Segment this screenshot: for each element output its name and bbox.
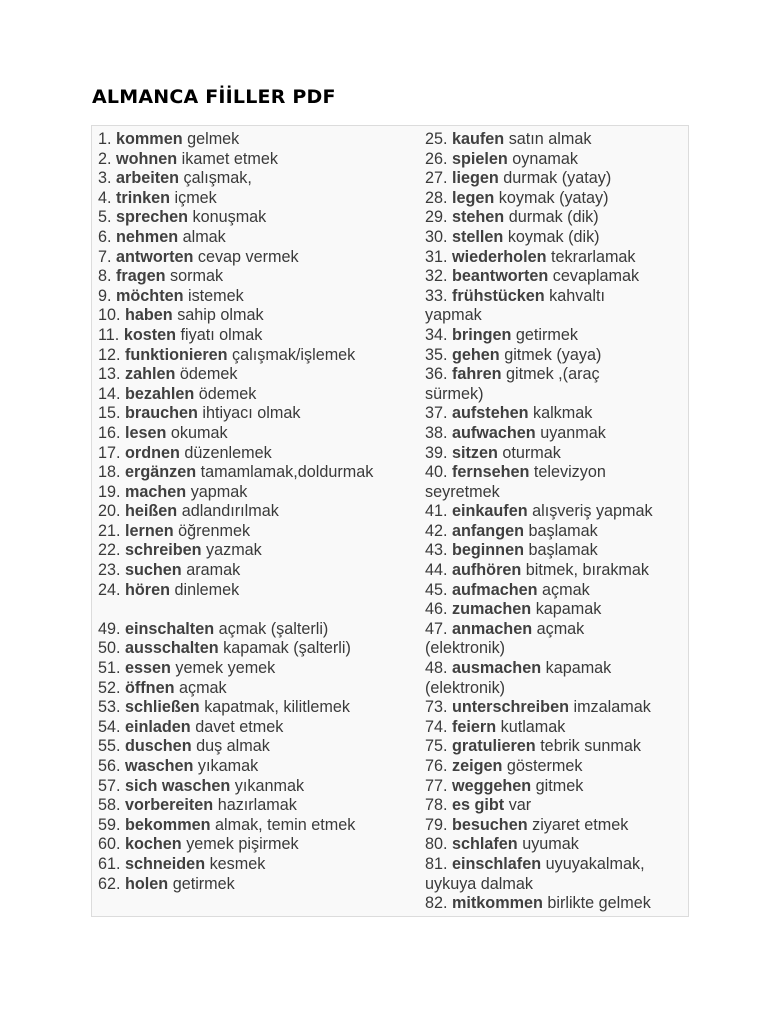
verb-entry (98, 306, 418, 326)
turkish-meaning: kapamak (şalterli) (223, 639, 351, 658)
entry-number: 78. (425, 796, 448, 815)
entry-number: 4. (98, 188, 112, 207)
turkish-meaning: koymak (yatay) (498, 188, 609, 207)
turkish-meaning: getirmek (172, 874, 235, 893)
turkish-meaning: hazırlamak (217, 796, 297, 815)
german-verb: suchen (125, 561, 182, 580)
entry-number: 62. (98, 874, 121, 893)
german-verb: ordnen (125, 443, 180, 462)
verb-entry (425, 169, 687, 189)
verb-entry (98, 463, 418, 483)
verb-entry (425, 404, 687, 424)
german-verb: trinken (116, 188, 170, 207)
verb-entry (425, 816, 687, 836)
verb-entry (425, 150, 687, 170)
verb-entry (98, 679, 418, 699)
page-title: ALMANCA FİİLLER PDF (92, 86, 336, 108)
german-verb: haben (125, 306, 173, 325)
german-verb: bezahlen (125, 384, 195, 403)
turkish-meaning: birlikte gelmek (547, 894, 651, 913)
entry-number: 53. (98, 698, 121, 717)
verb-entry (425, 130, 687, 150)
entry-number: 28. (425, 188, 448, 207)
german-verb: schreiben (125, 541, 202, 560)
entry-number: 27. (425, 169, 448, 188)
german-verb: waschen (125, 757, 194, 775)
turkish-meaning: fiyatı olmak (180, 325, 263, 344)
entry-number: 25. (425, 130, 448, 148)
entry-number: 13. (98, 365, 121, 384)
verb-entry (98, 816, 418, 836)
german-verb: sitzen (452, 443, 498, 462)
german-verb: es gibt (452, 796, 505, 815)
verb-entry (425, 835, 687, 855)
german-verb: frühstücken (452, 286, 545, 305)
german-verb: gehen (452, 345, 500, 364)
turkish-meaning: oynamak (512, 149, 578, 168)
turkish-meaning: gitmek ,(araç (506, 365, 600, 384)
turkish-meaning: açmak (178, 678, 227, 697)
turkish-meaning: ikamet etmek (181, 149, 278, 168)
entry-number: 52. (98, 678, 121, 697)
verb-entry (98, 444, 418, 464)
entry-number: 59. (98, 815, 121, 834)
verb-entry (425, 718, 687, 738)
turkish-meaning: başlamak (528, 521, 598, 540)
verb-entry (425, 502, 687, 522)
entry-number: 54. (98, 717, 121, 736)
turkish-meaning: durmak (dik) (508, 208, 599, 227)
turkish-meaning: ödemek (198, 384, 257, 403)
german-verb: fernsehen (452, 463, 530, 482)
german-verb: einschalten (125, 619, 215, 638)
german-verb: fragen (116, 267, 166, 286)
entry-number: 26. (425, 149, 448, 168)
verb-entry (98, 150, 418, 170)
verb-entry (425, 267, 687, 287)
verb-entry (425, 463, 687, 502)
turkish-meaning: konuşmak (192, 208, 267, 227)
verb-entry (98, 620, 418, 640)
entry-number: 30. (425, 227, 448, 246)
turkish-meaning: düzenlemek (184, 443, 272, 462)
turkish-meaning: bitmek, bırakmak (525, 561, 650, 580)
german-verb: antworten (116, 247, 194, 266)
turkish-meaning: ödemek (179, 365, 238, 384)
turkish-meaning: oturmak (502, 443, 561, 462)
german-verb: schlafen (452, 835, 518, 854)
entry-number: 29. (425, 208, 448, 227)
entry-number: 55. (98, 737, 121, 756)
entry-number: 74. (425, 717, 448, 736)
turkish-meaning: davet etmek (195, 717, 284, 736)
verb-entry (425, 424, 687, 444)
verb-entry (98, 639, 418, 659)
turkish-meaning: ihtiyacı olmak (202, 404, 301, 423)
entry-number: 24. (98, 580, 121, 599)
german-verb: ausschalten (125, 639, 219, 658)
entry-number: 33. (425, 286, 448, 305)
entry-number: 76. (425, 757, 448, 775)
entry-number: 40. (425, 463, 448, 482)
verb-entry (425, 189, 687, 209)
turkish-meaning: duş almak (196, 737, 270, 756)
german-verb: wiederholen (452, 247, 547, 266)
german-verb: ausmachen (452, 659, 542, 678)
entry-number: 3. (98, 169, 112, 188)
german-verb: brauchen (125, 404, 198, 423)
german-verb: wohnen (116, 149, 178, 168)
entry-number: 11. (98, 325, 120, 344)
turkish-meaning: uyumak (522, 835, 579, 854)
verb-entry (98, 502, 418, 522)
german-verb: einladen (125, 717, 191, 736)
entry-number: 58. (98, 796, 121, 815)
turkish-meaning: kalkmak (532, 404, 593, 423)
verb-entry (425, 208, 687, 228)
verb-entry (98, 326, 418, 346)
german-verb: kochen (125, 835, 182, 854)
turkish-meaning: sahip olmak (177, 306, 264, 325)
verb-entry (98, 875, 418, 895)
entry-number: 36. (425, 365, 448, 384)
turkish-meaning: yazmak (206, 541, 262, 560)
turkish-meaning: okumak (170, 423, 228, 442)
entry-number: 21. (98, 521, 121, 540)
verb-entry (425, 659, 687, 698)
verb-entry (98, 718, 418, 738)
verb-entry (98, 835, 418, 855)
german-verb: einkaufen (452, 502, 528, 521)
german-verb: möchten (116, 286, 184, 305)
meaning-continuation: yapmak (425, 306, 482, 325)
turkish-meaning: var (508, 796, 532, 815)
german-verb: gratulieren (452, 737, 536, 756)
verb-entry (425, 757, 687, 777)
verb-entry (425, 365, 687, 404)
german-verb: stellen (452, 227, 504, 246)
verb-entry (98, 483, 418, 503)
german-verb: funktionieren (125, 345, 228, 364)
german-verb: spielen (452, 149, 508, 168)
entry-number: 42. (425, 521, 448, 540)
verb-entry (98, 424, 418, 444)
german-verb: nehmen (116, 227, 179, 246)
verb-entry (425, 326, 687, 346)
german-verb: zahlen (125, 365, 176, 384)
turkish-meaning: koymak (dik) (507, 227, 600, 246)
turkish-meaning: imzalamak (573, 698, 651, 717)
verb-entry (98, 796, 418, 816)
german-verb: mitkommen (452, 894, 543, 913)
german-verb: aufstehen (452, 404, 529, 423)
meaning-continuation: sürmek) (425, 384, 484, 403)
german-verb: lesen (125, 423, 167, 442)
german-verb: schließen (125, 698, 200, 717)
entry-number: 20. (98, 502, 121, 521)
entry-number: 9. (98, 286, 112, 305)
entry-number: 73. (425, 698, 448, 717)
verb-entry (98, 757, 418, 777)
german-verb: vorbereiten (125, 796, 214, 815)
turkish-meaning: kapatmak, kilitlemek (204, 698, 350, 717)
turkish-meaning: satın almak (508, 130, 592, 148)
turkish-meaning: sormak (170, 267, 224, 286)
meaning-continuation: (elektronik) (425, 678, 506, 697)
verb-entry (425, 855, 687, 894)
verb-entry (98, 365, 418, 385)
german-verb: kosten (123, 325, 176, 344)
turkish-meaning: açmak (şalterli) (218, 619, 329, 638)
entry-number: 75. (425, 737, 448, 756)
entry-number: 77. (425, 776, 448, 795)
verb-entry (425, 346, 687, 366)
turkish-meaning: kapamak (535, 600, 602, 619)
german-verb: bringen (452, 325, 512, 344)
turkish-meaning: uyanmak (540, 423, 606, 442)
verb-entry (425, 561, 687, 581)
entry-number: 1. (98, 130, 112, 148)
verb-entry (98, 130, 418, 150)
german-verb: kaufen (452, 130, 505, 148)
verb-entry (98, 737, 418, 757)
german-verb: holen (125, 874, 169, 893)
german-verb: aufhören (452, 561, 522, 580)
entry-number: 32. (425, 267, 448, 286)
verb-entry (98, 267, 418, 287)
turkish-meaning: kahvaltı (549, 286, 605, 305)
verb-entry (425, 287, 687, 326)
verb-entry (98, 385, 418, 405)
entry-number: 16. (98, 423, 121, 442)
turkish-meaning: yapmak (190, 482, 248, 501)
turkish-meaning: çalışmak/işlemek (232, 345, 356, 364)
turkish-meaning: açmak (536, 619, 585, 638)
meaning-continuation: (elektronik) (425, 639, 506, 658)
german-verb: kommen (116, 130, 183, 148)
verb-entry (425, 620, 687, 659)
entry-number: 14. (98, 384, 121, 403)
verb-entry (425, 541, 687, 561)
german-verb: essen (125, 659, 171, 678)
turkish-meaning: tekrarlamak (550, 247, 636, 266)
german-verb: zeigen (452, 757, 503, 775)
verb-entry (98, 189, 418, 209)
german-verb: öffnen (125, 678, 175, 697)
german-verb: einschlafen (452, 854, 542, 873)
turkish-meaning: kutlamak (500, 717, 566, 736)
entry-number: 2. (98, 149, 112, 168)
german-verb: zumachen (452, 600, 532, 619)
german-verb: arbeiten (116, 169, 179, 188)
verb-entry (425, 248, 687, 268)
verb-entry (98, 287, 418, 307)
entry-number: 12. (98, 345, 121, 364)
turkish-meaning: ziyaret etmek (532, 815, 629, 834)
verb-entry (98, 581, 418, 601)
turkish-meaning: yıkanmak (234, 776, 305, 795)
verb-entry (98, 169, 418, 189)
turkish-meaning: açmak (541, 580, 590, 599)
german-verb: anfangen (452, 521, 524, 540)
german-verb: weggehen (452, 776, 532, 795)
verb-entry (98, 522, 418, 542)
german-verb: ergänzen (125, 463, 197, 482)
german-verb: feiern (452, 717, 497, 736)
entry-number: 57. (98, 776, 121, 795)
entry-number: 37. (425, 404, 448, 423)
verb-entry (98, 855, 418, 875)
turkish-meaning: başlamak (528, 541, 598, 560)
entry-number: 7. (98, 247, 112, 266)
verb-entry (425, 600, 687, 620)
entry-number: 15. (98, 404, 121, 423)
german-verb: machen (125, 482, 187, 501)
verb-entry (98, 777, 418, 797)
turkish-meaning: cevaplamak (552, 267, 640, 286)
german-verb: beantworten (452, 267, 549, 286)
turkish-meaning: göstermek (506, 757, 583, 775)
turkish-meaning: çalışmak, (183, 169, 252, 188)
verb-entry (98, 228, 418, 248)
turkish-meaning: istemek (187, 286, 244, 305)
turkish-meaning: dinlemek (174, 580, 240, 599)
entry-number: 23. (98, 561, 121, 580)
turkish-meaning: gelmek (187, 130, 240, 148)
turkish-meaning: gitmek (yaya) (504, 345, 602, 364)
turkish-meaning: adlandırılmak (181, 502, 279, 521)
verb-entry (98, 659, 418, 679)
verb-entry (98, 208, 418, 228)
verb-entry (98, 541, 418, 561)
entry-number: 47. (425, 619, 448, 638)
entry-number: 51. (98, 659, 121, 678)
turkish-meaning: yıkamak (197, 757, 259, 775)
entry-number: 56. (98, 757, 121, 775)
german-verb: lernen (125, 521, 174, 540)
verb-entry (425, 522, 687, 542)
turkish-meaning: tebrik sunmak (540, 737, 641, 756)
right-column (425, 130, 687, 914)
german-verb: hören (125, 580, 170, 599)
left-column (98, 130, 418, 894)
entry-number: 45. (425, 580, 448, 599)
german-verb: anmachen (452, 619, 533, 638)
entry-number: 39. (425, 443, 448, 462)
german-verb: fahren (452, 365, 502, 384)
verb-entry (425, 698, 687, 718)
german-verb: sprechen (116, 208, 188, 227)
verb-entry (425, 777, 687, 797)
entry-number: 5. (98, 208, 112, 227)
entry-number: 31. (425, 247, 448, 266)
turkish-meaning: almak (182, 227, 226, 246)
entry-number: 48. (425, 659, 448, 678)
german-verb: liegen (452, 169, 499, 188)
verb-entry (425, 737, 687, 757)
turkish-meaning: içmek (174, 188, 217, 207)
entry-number: 79. (425, 815, 448, 834)
verb-entry (98, 561, 418, 581)
turkish-meaning: getirmek (515, 325, 578, 344)
verb-entry (425, 228, 687, 248)
verb-entry (425, 894, 687, 914)
turkish-meaning: durmak (yatay) (503, 169, 612, 188)
entry-number: 10. (98, 306, 121, 325)
turkish-meaning: kesmek (209, 854, 266, 873)
german-verb: legen (452, 188, 495, 207)
entry-number: 6. (98, 227, 112, 246)
entry-number: 44. (425, 561, 448, 580)
turkish-meaning: gitmek (535, 776, 584, 795)
german-verb: stehen (452, 208, 505, 227)
verb-entry (98, 248, 418, 268)
german-verb: sich waschen (125, 776, 231, 795)
entry-number: 49. (98, 619, 121, 638)
entry-number: 17. (98, 443, 121, 462)
verb-entry (425, 796, 687, 816)
german-verb: duschen (125, 737, 192, 756)
verb-entry (98, 404, 418, 424)
entry-number: 22. (98, 541, 121, 560)
entry-number: 61. (98, 854, 121, 873)
turkish-meaning: televizyon (533, 463, 606, 482)
turkish-meaning: alışveriş yapmak (532, 502, 653, 521)
german-verb: bekommen (125, 815, 211, 834)
verb-table (91, 125, 689, 917)
turkish-meaning: yemek pişirmek (186, 835, 299, 854)
german-verb: aufmachen (452, 580, 538, 599)
entry-number: 19. (98, 482, 121, 501)
verb-entry (98, 698, 418, 718)
german-verb: beginnen (452, 541, 524, 560)
turkish-meaning: aramak (186, 561, 241, 580)
entry-number: 82. (425, 894, 448, 913)
turkish-meaning: uyuyakalmak, (545, 854, 645, 873)
entry-number: 81. (425, 854, 448, 873)
turkish-meaning: kapamak (545, 659, 612, 678)
turkish-meaning: tamamlamak,doldurmak (200, 463, 374, 482)
entry-number: 34. (425, 325, 448, 344)
meaning-continuation: uykuya dalmak (425, 874, 533, 893)
entry-number: 60. (98, 835, 121, 854)
german-verb: aufwachen (452, 423, 536, 442)
german-verb: heißen (125, 502, 178, 521)
entry-number: 38. (425, 423, 448, 442)
entry-number: 43. (425, 541, 448, 560)
turkish-meaning: yemek yemek (175, 659, 276, 678)
entry-number: 18. (98, 463, 121, 482)
entry-number: 35. (425, 345, 448, 364)
verb-entry (425, 581, 687, 601)
verb-entry (425, 444, 687, 464)
turkish-meaning: cevap vermek (197, 247, 299, 266)
entry-number: 41. (425, 502, 448, 521)
turkish-meaning: almak, temin etmek (214, 815, 356, 834)
turkish-meaning: öğrenmek (178, 521, 251, 540)
entry-number: 46. (425, 600, 448, 619)
german-verb: schneiden (125, 854, 206, 873)
meaning-continuation: seyretmek (425, 482, 500, 501)
german-verb: unterschreiben (452, 698, 569, 717)
entry-number: 80. (425, 835, 448, 854)
verb-entry (98, 346, 418, 366)
german-verb: besuchen (452, 815, 528, 834)
entry-number: 8. (98, 267, 112, 286)
entry-number: 50. (98, 639, 121, 658)
